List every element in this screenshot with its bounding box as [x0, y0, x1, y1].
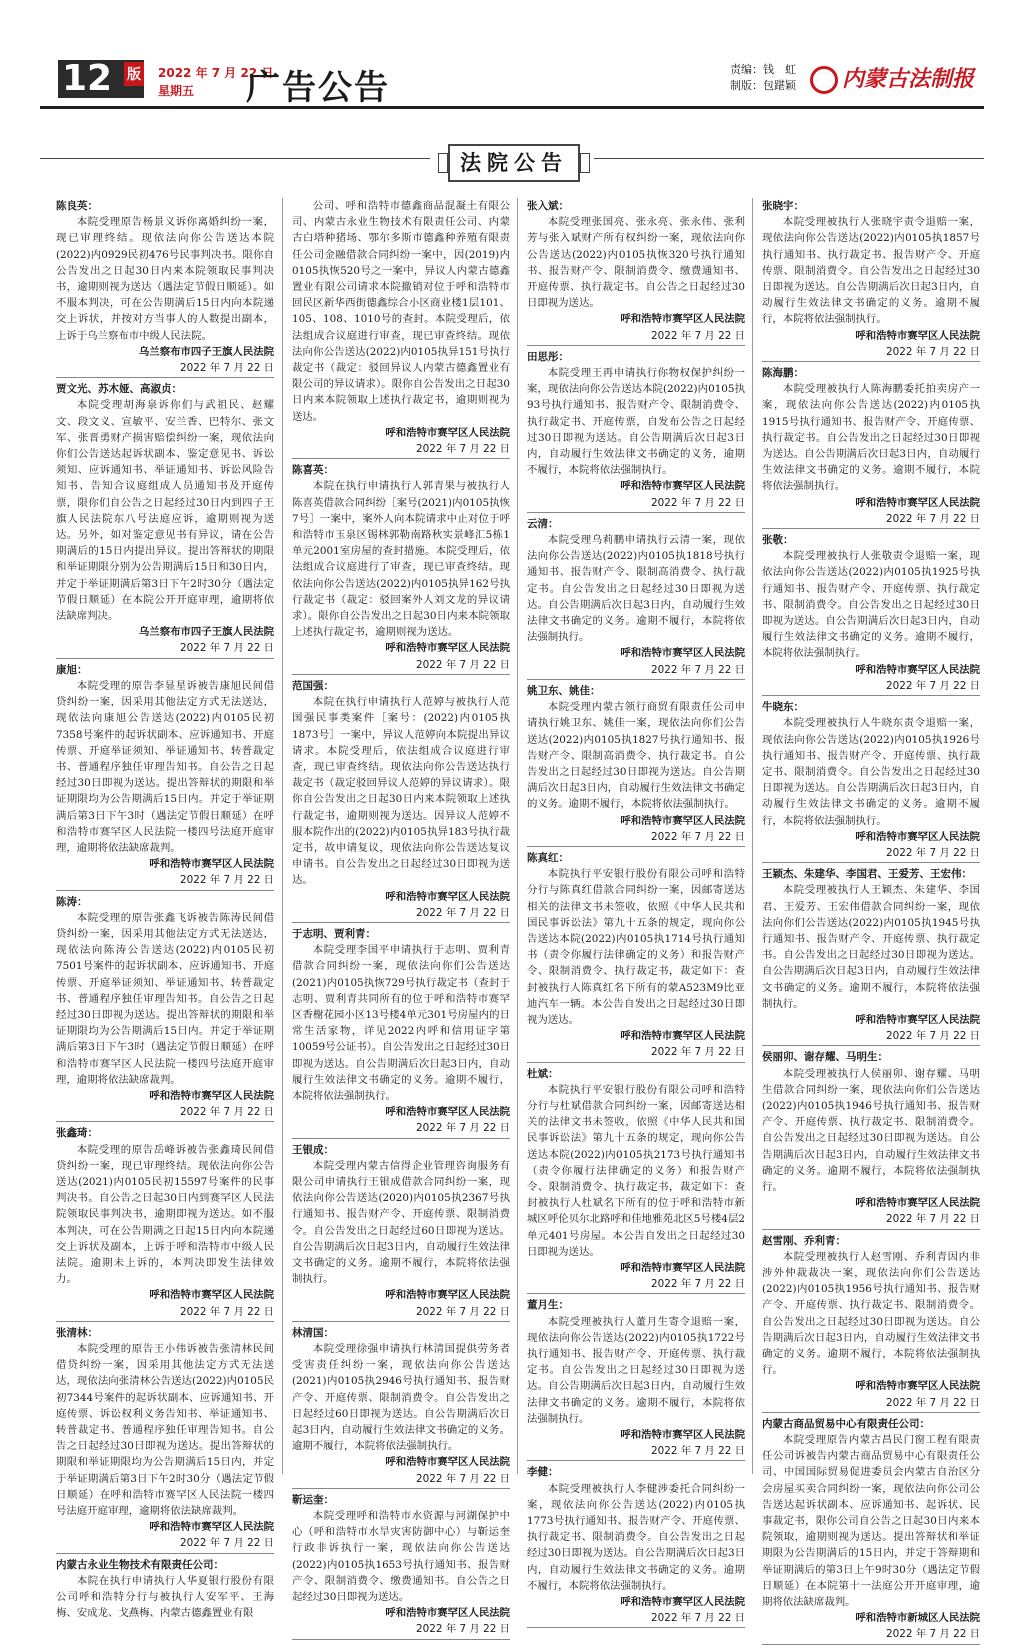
notice-court: 呼和浩特市赛罕区人民法院 — [620, 313, 745, 326]
notice-addressee: 王颖杰、朱建华、李国君、王爱芳、王宏伟： — [762, 868, 972, 881]
notice-date: 2022 年 7 月 22 日 — [56, 360, 274, 378]
notice-court: 呼和浩特市赛罕区人民法院 — [385, 1289, 510, 1302]
court-notice — [527, 1464, 745, 1628]
notice-body: 本院受理的原告张鑫飞诉被告陈涛民间借贷纠纷一案，因采用其他法定方式无法送达，现依法向陈涛公告送达(2022)内0105民初7501号案件的起诉状副本、应诉通知书、开庭传票、开庭举证须知、举证通知书、转普裁定书、普通程序独任审理告知书。自公告之日起经过30日即视为送达。提出答辩状的期限和举证期限均为公告期满后15日内。并定于举证期满后第3日下午3时（遇法定节假日顺延）在呼和浩特市赛罕区人民法院一楼四号法庭开庭审理，逾期将依法缺席裁判。 — [56, 911, 274, 1086]
notice-date: 2022 年 7 月 22 日 — [527, 328, 745, 346]
notice-body: 本院执行平安银行股份有限公司呼和浩特分行与陈真红借款合同纠纷一案，因邮寄送达相关的法律文书未签收，依照《中华人民共和国民事诉讼法》第九十五条的规定，现向你公告送达本院(2022)内0105执1714号执行通知书（责令你履行法律确定的义务）和报告财产令、限制消费令、执行裁定书，裁定如下：查封被执行人陈真红名下所有的蒙A523M9比亚迪汽车一辆。本公告自发出之日起经过30日即视为送达。 — [527, 868, 745, 1026]
masthead-rule — [40, 106, 984, 109]
court-notice — [292, 198, 510, 459]
notice-addressee: 靳运奎： — [292, 1493, 334, 1506]
notice-date: 2022 年 7 月 22 日 — [527, 1610, 745, 1628]
notice-addressee: 康旭： — [56, 663, 88, 676]
court-notice — [292, 1142, 510, 1322]
court-notice — [527, 349, 745, 513]
notice-date: 2022 年 7 月 22 日 — [56, 1304, 274, 1322]
page-number-badge — [58, 60, 144, 98]
notice-court: 呼和浩特市赛罕区人民法院 — [620, 1262, 745, 1274]
court-notice — [527, 1297, 745, 1461]
notice-body: 本院受理原告杨景义诉你离婚纠纷一案，现已审理终结。现依法向你公告送达本院(2022)内0929民初476号民事判决书。限你自公告发出之日起30日内来本院领取民事判决书，逾期则视为送达（遇法定节假日顺延）。如不服本判决，可在公告期满后15日内向本院递交上诉状，并按对方当事人的人数提出副本，上诉于乌兰察布市中级人民法院。 — [56, 216, 274, 342]
court-notice — [56, 1325, 274, 1554]
masthead — [40, 58, 984, 108]
court-notice — [762, 365, 980, 529]
notice-addressee: 董月生： — [527, 1299, 569, 1312]
notice-body: 本院受理被执行人张敬责令退赔一案，现依法向你公告送达(2022)内0105执1925号执行通知书、报告财产令、开庭传票、执行裁定书、限制消费令。自公告发出之日起经过30日即视为送达。自公告期满后次日起3日内，自动履行生效法律文书确定的义务。逾期不履行，本院将依法强制执行。 — [762, 550, 980, 660]
court-notice — [292, 1325, 510, 1489]
notice-column-1 — [56, 198, 274, 1624]
court-notice — [762, 198, 980, 362]
notice-addressee: 李健： — [527, 1466, 559, 1479]
notice-body: 本院在执行申请执行人华夏银行股份有限公司呼和浩特分行与被执行人安军平、王海梅、安成龙、戈燕梅、内蒙古德鑫置业有限 — [56, 1574, 274, 1620]
notice-addressee: 陈喜英： — [292, 464, 334, 477]
notice-addressee: 牛晓东： — [762, 701, 804, 714]
notice-court: 呼和浩特市赛罕区人民法院 — [855, 830, 980, 843]
notice-court: 呼和浩特市赛罕区人民法院 — [620, 1596, 745, 1609]
court-notice — [292, 1492, 510, 1640]
notice-court: 呼和浩特市赛罕区人民法院 — [149, 858, 274, 871]
issue-date: 2022 年 7 月 22 日 — [158, 66, 274, 80]
banner-line-left — [40, 158, 430, 159]
notice-column-4 — [762, 198, 980, 1648]
page-number: 12 — [62, 58, 113, 99]
notice-court: 呼和浩特市赛罕区人民法院 — [855, 329, 980, 342]
court-notice — [292, 462, 510, 675]
notice-court: 呼和浩特市赛罕区人民法院 — [385, 890, 510, 903]
court-notice — [527, 850, 745, 1063]
notice-addressee: 田思彤： — [527, 350, 569, 363]
notice-court: 呼和浩特市赛罕区人民法院 — [385, 1106, 510, 1119]
notice-court: 呼和浩特市赛罕区人民法院 — [149, 1089, 274, 1102]
court-notice — [762, 532, 980, 696]
emblem-icon — [810, 66, 838, 94]
notice-body: 本院受理原告内蒙古昌民门窗工程有限责任公司诉被告内蒙古商品贸易中心有限责任公司、中国国际贸易促进委员会内蒙古自治区分会房屋买卖合同纠纷一案，现依法向你公司公告送达起诉状副本、应诉通知书、起诉状、民事裁定书，限你公司自公告之日起30日内来本院领取，逾期则视为送达。提出答辩状和举证期限为公告期满后的15日内，并定于答辩期和举证期满后的第3日上午9时30分（遇法定节假日顺延）在本院第十一法庭公开开庭审理，逾期将依法缺席裁判。 — [762, 1434, 980, 1609]
notice-date: 2022 年 7 月 22 日 — [762, 1626, 980, 1644]
court-notice — [762, 866, 980, 1046]
notice-body: 本院受理内蒙古信得企业管理咨询服务有限公司申请执行王银成借款合同纠纷一案，现依法向你公告送达(2020)内0105执2367号执行通知书、报告财产令、开庭传票、限制消费令。自公告发出之日起经过60日即视为送达。自公告期满后次日起3日内，自动履行生效法律文书确定的义务。逾期不履行，本院将依法强制执行。 — [292, 1159, 510, 1286]
court-notice — [56, 381, 274, 658]
notice-body: 本院受理呼和浩特市水资源与河湖保护中心（呼和浩特市水旱灾害防御中心）与靳运奎行政非诉执行一案，现依法向你公告送达(2022)内0105执1653号执行通知书、报告财产令、限制消费令、缴费通知书。自公告之日起经过30日即视为送达。 — [292, 1510, 510, 1604]
notice-court: 呼和浩特市赛罕区人民法院 — [385, 1456, 510, 1469]
notice-body: 本院受理张国亮、张永亮、张永伟、张利芳与张入斌财产所有权纠纷一案，现依法向你公告送达(2022)内0105执恢320号执行通知书、报告财产令、限制消费令、缴费通知书、开庭传票、执行裁定书。自公告之日起经过30日即视为送达。 — [527, 216, 745, 310]
notice-addressee: 林清国： — [292, 1326, 334, 1339]
court-notice — [56, 1125, 274, 1321]
notice-date: 2022 年 7 月 22 日 — [527, 662, 745, 680]
notice-court: 呼和浩特市赛罕区人民法院 — [385, 426, 510, 439]
notice-court: 呼和浩特市赛罕区人民法院 — [385, 1607, 510, 1620]
notice-court: 呼和浩特市赛罕区人民法院 — [855, 1197, 980, 1210]
notice-body: 本院受理被执行人陈海鹏委托拍卖房产一案，现依法向你公告送达(2022)内0105执1915号执行通知书、报告财产令、开庭传票、执行裁定书。自公告发出之日起经过30日即视为送达。自公告期满后次日起3日内，自动履行生效法律文书确定的义务。逾期不履行，本院将依法强制执行。 — [762, 383, 980, 493]
page-suffix: 版 — [124, 62, 144, 86]
layout-name: 制版：包踸颖 — [730, 79, 796, 92]
notice-court: 呼和浩特市赛罕区人民法院 — [620, 1030, 745, 1043]
court-notice — [527, 198, 745, 346]
issue-weekday: 星期五 — [158, 84, 195, 98]
court-notice — [56, 1557, 274, 1622]
notice-court: 呼和浩特市赛罕区人民法院 — [620, 814, 745, 827]
column-divider — [752, 198, 753, 1474]
notice-body: 本院受理被执行人张晓宇责令退赔一案，现依法向你公告送达(2022)内0105执1857号执行通知书、执行裁定书、报告财产令、开庭传票、限制消费令。自公告发出之日起经过30日即视为送达。自公告期满后次日起3日内，自动履行生效法律文书确定的义务。逾期不履行，本院将依法强制执行。 — [762, 216, 980, 326]
notice-court: 呼和浩特市新城区人民法院 — [855, 1612, 980, 1625]
court-notice — [56, 894, 274, 1123]
notice-body: 本院执行平安银行股份有限公司呼和浩特分行与杜斌借款合同纠纷一案，因邮寄送达相关的法律文书未签收，依照《中华人民共和国民事诉讼法》第九十五条的规定，现向你公告送达本院(2022)内0105执2173号执行通知书（责令你履行法律确定的义务）和报告财产令、限制消费令、执行裁定书，裁定如下：查封被执行人杜斌名下所有的位于呼和浩特市新城区呼伦贝尔北路呼和佳地雅苑北区5号楼4层2单元401号房屋。本公告自发出之日起经过30日即视为送达。 — [527, 1083, 745, 1258]
court-notice — [56, 662, 274, 891]
notice-date: 2022 年 7 月 22 日 — [527, 829, 745, 847]
notice-court: 乌兰察布市四子王旗人民法院 — [138, 345, 274, 358]
notice-date: 2022 年 7 月 22 日 — [527, 495, 745, 513]
notice-addressee: 陈良英： — [56, 200, 98, 212]
notice-addressee: 范国强： — [292, 679, 334, 692]
notice-body: 本院受理的原告李显星诉被告康旭民间借贷纠纷一案，因采用其他法定方式无法送达，现依法向康旭公告送达(2022)内0105民初7358号案件的起诉状副本、应诉通知书、开庭传票、开庭举证须知、举证通知书、转普裁定书、普通程序独任审理告知书。自公告之日起经过30日即视为送达。提出答辩状的期限和举证期限均为公告期满后15日内。并定于举证期满后第3日下午3时（遇法定节假日顺延）在呼和浩特市赛罕区人民法院一楼四号法庭开庭审理，逾期将依法缺席裁判。 — [56, 679, 274, 854]
court-notice — [762, 699, 980, 863]
court-notice — [762, 1416, 980, 1645]
notice-addressee: 杜斌： — [527, 1067, 559, 1080]
column-divider — [282, 198, 283, 1474]
notice-addressee: 张入斌： — [527, 200, 569, 212]
notice-addressee: 张鑫琦： — [56, 1127, 98, 1140]
notice-addressee: 内蒙古商品贸易中心有限责任公司： — [762, 1417, 930, 1430]
notice-court: 呼和浩特市赛罕区人民法院 — [855, 496, 980, 509]
notice-date: 2022 年 7 月 22 日 — [292, 1304, 510, 1322]
notice-body: 本院受理被执行人侯丽卯、谢存耀、马明生借款合同纠纷一案，现依法向你们公告送达(2022)内0105执1946号执行通知书、报告财产令、开庭传票、执行裁定书、限制消费令。自公告发出之日起经过30日即视为送达。自公告期满后次日起3日内，自动履行生效法律文书确定的义务。逾期不履行，本院将依法强制执行。 — [762, 1067, 980, 1193]
court-notice — [292, 926, 510, 1139]
banner-title: 法院公告 — [448, 144, 580, 182]
notice-body: 本院在执行申请执行人郭青果与被执行人陈喜英借款合同纠纷［案号(2021)内0105执恢7号］一案中，案外人向本院请求中止对位于呼和浩特市玉泉区锡林郭勒南路秋实景峰汇5栋1单元2001室房屋的查封措施。本院受理后，依法组成合议庭进行了审查，现已审查终结。现依法向你公告送达(2022)内0105执异162号执行裁定书（裁定：驳回案外人刘文龙的异议请求）。限你自公告发出之日起30日内来本院领取上述执行裁定书，逾期则视为送达。 — [292, 480, 510, 639]
notice-body: 本院受理被执行人董月生寄令退赔一案，现依法向你公告送达(2022)内0105执1722号执行通知书、报告财产令、开庭传票、执行裁定书。自公告发出之日起经过30日即视为送达。自公告期满后次日起3日内，自动履行生效法律文书确定的义务。逾期不履行，本院将依法强制执行。 — [527, 1315, 745, 1425]
notice-date: 2022 年 7 月 22 日 — [762, 845, 980, 863]
notice-date: 2022 年 7 月 22 日 — [292, 1471, 510, 1489]
notice-court: 呼和浩特市赛罕区人民法院 — [620, 1429, 745, 1442]
notice-court: 呼和浩特市赛罕区人民法院 — [620, 647, 745, 660]
section-title: 广告公告 — [246, 68, 390, 108]
notice-addressee: 张晓宇： — [762, 200, 804, 212]
court-notice — [56, 198, 274, 378]
notice-court: 呼和浩特市赛罕区人民法院 — [855, 1013, 980, 1026]
notice-body: 本院受理被执行人赵雪刚、乔利青因内非涉外仲裁裁决一案，现依法向你们公告送达(2022)内0105执1956号执行通知书、报告财产令、开庭传票、执行裁定书、限制消费令。自公告发出之日起经过30日即视为送达。自公告期满后次日起3日内，自动履行生效法律文书确定的义务。逾期不履行，本院将依法强制执行。 — [762, 1250, 980, 1377]
notice-body: 本院受理内蒙古领行商贸有限责任公司申请执行姚卫东、姚佳一案，现依法向你们公告送达(2022)内0105执1827号执行通知书、报告财产令、限制高消费令、执行裁定书。自公告发出之日起经过30日即视为送达。自公告期满后次日起3日内，自动履行生效法律文书确定的义务。逾期不履行，本院将依法强制执行。 — [527, 701, 745, 811]
notice-addressee: 王银成： — [292, 1143, 334, 1156]
editor-name: 责编：钱 虹 — [730, 63, 796, 76]
notice-court: 呼和浩特市赛罕区人民法院 — [620, 480, 745, 493]
notice-body: 本院受理徐强申请执行林清国提供劳务者受害责任纠纷一案，现依法向你公告送达(2021)内0105执2946号执行通知书、报告财产令、开庭传票、限制消费令。自公告发出之日起经过60日即视为送达。自公告期满后次日起3日内，自动履行生效法律文书确定的义务。逾期不履行，本院将依法强制执行。 — [292, 1343, 510, 1453]
notice-date: 2022 年 7 月 22 日 — [292, 905, 510, 923]
notice-date: 2022 年 7 月 22 日 — [762, 1211, 980, 1229]
court-notice — [292, 678, 510, 923]
notice-date: 2022 年 7 月 22 日 — [762, 511, 980, 529]
notice-addressee: 陈涛： — [56, 895, 88, 908]
notice-addressee: 张清林： — [56, 1326, 98, 1339]
notice-body: 本院受理胡海泉诉你们与武祖民、赵耀文、段文义、宣敏平、安兰香、巴特尔、张文军、张晋勇财产损害赔偿纠纷一案，现依法向你们公告送达起诉状副本、鉴定意见书、诉讼须知、应诉通知书、举证通知书、诉讼风险告知书、告知合议庭组成人员通知书及开庭传票，限你们自公告之日起经过30日内到四子王旗人民法院东八号法庭应诉，逾期则视为送达。另外，如对鉴定意见书有异议，请在公告期满后的15日内提出异议。提出答辩状的期限和举证期限分别为公告期满后15日和30日内，并定于举证期满后第3日下午2时30分（遇法定节假日顺延）在本院公开开庭审理，逾期将依法缺席判决。 — [56, 399, 274, 623]
notice-date: 2022 年 7 月 22 日 — [292, 1621, 510, 1639]
notice-addressee: 赵雪刚、乔利青： — [762, 1234, 846, 1247]
notice-body: 本院受理被执行人牛晓东责令退赔一案，现依法向你公告送达(2022)内0105执1926号执行通知书、报告财产令、开庭传票、执行裁定书、限制消费令。自公告发出之日起经过30日即视为送达。自公告期满后次日起3日内，自动履行生效法律文书确定的义务。逾期不履行，本院将依法强制执行。 — [762, 717, 980, 827]
notice-court: 呼和浩特市赛罕区人民法院 — [385, 642, 510, 655]
newspaper-logo — [810, 62, 980, 92]
notice-column-3 — [527, 198, 745, 1631]
court-notice — [762, 1049, 980, 1229]
notice-date: 2022 年 7 月 22 日 — [762, 678, 980, 696]
notice-body: 本院受理李国平申请执行于志明、贾利青借款合同纠纷一案，现依法向你们公告送达(2021)内0105执恢729号执行裁定书（查封于志明、贾利青共同所有的位于呼和浩特市赛罕区香榭花园小区13号楼4单元301号房屋内的日常生活家物，详见2022内呼和信用证字第10059号公证书）。自公告发出之日起经过30日即视为送达。自公告期满后次日起3日内，自动履行生效法律文书确定的义务。逾期不履行，本院将依法强制执行。 — [292, 944, 510, 1102]
notice-column-2 — [292, 198, 510, 1643]
notice-date: 2022 年 7 月 22 日 — [292, 1120, 510, 1138]
notice-court: 呼和浩特市赛罕区人民法院 — [149, 1521, 274, 1534]
notice-addressee: 姚卫东、姚佳： — [527, 684, 601, 697]
banner-line-right — [594, 158, 984, 159]
notice-body: 本院受理乌莉鹏申请执行云清一案，现依法向你公告送达(2022)内0105执1818号执行通知书、报告财产令、限制高消费令、执行裁定书。自公告发出之日起经过30日即视为送达。自公告期满后次日起3日内，自动履行生效法律文书确定的义务。逾期不履行，本院将依法强制执行。 — [527, 534, 745, 644]
notice-addressee: 贾文光、苏木娅、高淑贞： — [56, 383, 182, 396]
notice-date: 2022 年 7 月 22 日 — [527, 1276, 745, 1294]
notice-body: 本院受理被执行人王颖杰、朱建华、李国君、王爱芳、王宏伟借款合同纠纷一案，现依法向你们公告送达(2022)内0105执1945号执行通知书、报告财产令、开庭传票、执行裁定书。自公告发出之日起经过30日即视为送达。自公告期满后次日起3日内，自动履行生效法律文书确定的义务。逾期不履行，本院将依法强制执行。 — [762, 884, 980, 1010]
notice-addressee: 张敬： — [762, 534, 794, 547]
notice-body: 本院受理的原告王小伟诉被告张清林民间借贷纠纷一案，因采用其他法定方式无法送达，现依法向张清林公告送达(2022)内0105民初7344号案件的起诉状副本、应诉通知书、开庭传票、诉讼权利义务告知书、举证通知书、转普裁定书、普通程序独任审理告知书。自公告之日起经过30日即视为送达。提出答辩状的期限和举证期限均为公告期满后15日内，并定于举证期满后第3日下午2时30分（遇法定节假日顺延）在呼和浩特市赛罕区人民法院一楼四号法庭开庭审理，逾期将依法缺席裁判。 — [56, 1343, 274, 1518]
notice-date: 2022 年 7 月 22 日 — [762, 344, 980, 362]
notice-date: 2022 年 7 月 22 日 — [56, 1535, 274, 1553]
notice-date: 2022 年 7 月 22 日 — [292, 441, 510, 459]
notice-addressee: 云清： — [527, 517, 559, 530]
notice-date: 2022 年 7 月 22 日 — [56, 872, 274, 890]
notice-date: 2022 年 7 月 22 日 — [527, 1044, 745, 1062]
notice-addressee: 陈真红： — [527, 851, 569, 864]
notice-date: 2022 年 7 月 22 日 — [762, 1395, 980, 1413]
court-notice — [762, 1233, 980, 1413]
notice-body: 本院受理王再申请执行你物权保护纠纷一案，现依法向你公告送达本院(2022)内0105执93号执行通知书、报告财产令、限制消费令、执行裁定书、开庭传票，自发布公告之日起经过30日即视为送达。自公告期满后次日起3日内，自动履行生效法律文书确定的义务，逾期不履行，本院将依法强制执行。 — [527, 367, 745, 477]
notice-body: 本院在执行申请执行人范婷与被执行人范国强民事类案件［案号：(2022)内0105执1873号］一案中，异议人范婷向本院提出异议请求。本院受理后，依法组成合议庭进行审查，现已审查终结。现依法向你公告送达执行裁定书（裁定驳回异议人范婷的异议请求）。限你自公告发出之日起30日内来本院领取上述执行裁定书，逾期则视为送达。因异议人范婷不服本院作出的(2022)内0105执异183号执行裁定书，故申请复议，现依法向你公告送达复议申请书。自公告发出之日起经过30日即视为送达。 — [292, 696, 510, 887]
editor-credits — [730, 62, 796, 94]
notice-addressee: 陈海鹏： — [762, 367, 804, 380]
notice-date: 2022 年 7 月 22 日 — [527, 1443, 745, 1461]
notice-court: 呼和浩特市赛罕区人民法院 — [855, 663, 980, 676]
section-banner — [40, 140, 984, 180]
court-notice — [527, 1066, 745, 1295]
notice-court: 呼和浩特市赛罕区人民法院 — [855, 1380, 980, 1393]
notice-court: 呼和浩特市赛罕区人民法院 — [149, 1289, 274, 1302]
notice-body: 本院受理的原告岳峰诉被告张鑫琦民间借贷纠纷一案，现已审理终结。现依法向你公告送达(2021)内0105民初15597号案件的民事判决书。自公告之日起30日内到赛罕区人民法院领取民事判决书，逾期即视为送达。如不服本判决，可在公告期满之日起15日内向本院递交上诉状及副本，上诉于呼和浩特市中级人民法院。逾期未上诉的，本判决即发生法律效力。 — [56, 1143, 274, 1286]
court-notice — [527, 516, 745, 680]
court-notice — [527, 683, 745, 847]
notice-date: 2022 年 7 月 22 日 — [292, 657, 510, 675]
notice-addressee: 侯丽卯、谢存耀、马明生： — [762, 1051, 888, 1064]
notice-body: 本院受理被执行人李健涉委托合同纠纷一案，现依法向你公告送达(2022)内0105执1773号执行通知书、报告财产令、开庭传票、执行裁定书、限制消费令。自公告发出之日起经过30日即视为送达。自公告期满后次日起3日内，自动履行生效法律文书确定的义务。逾期不履行，本院将依法强制执行。 — [527, 1482, 745, 1592]
notice-court: 乌兰察布市四子王旗人民法院 — [138, 626, 274, 639]
notice-date: 2022 年 7 月 22 日 — [762, 1028, 980, 1046]
notice-body: 公司、呼和浩特市德鑫商品混凝土有限公司、内蒙古永业生物技术有限责任公司、内蒙古白塔种猪场、鄂尔多斯市德鑫种养殖有限责任公司金融借款合同纠纷一案中，因(2019)内0105执恢520号之一案中，异议人内蒙古德鑫置业有限公司请求本院撤销对位于呼和浩特市回民区新华西街德鑫综合小区商业楼1层101、105、108、1010号的查封。本院受理后，依法组成合议庭进行审查，现已审查终结。现依法向你公告送达(2022)内0105执异151号执行裁定书（裁定：驳回异议人内蒙古德鑫置业有限公司的异议请求）。限你自公告发出之日起30日内来本院领取上述执行裁定书，逾期则视为送达。 — [292, 200, 510, 423]
notice-date: 2022 年 7 月 22 日 — [56, 640, 274, 658]
newspaper-name: 内蒙古法制报 — [842, 66, 975, 92]
notice-date: 2022 年 7 月 22 日 — [56, 1104, 274, 1122]
column-divider — [517, 198, 518, 1474]
notice-addressee: 于志明、贾利青： — [292, 927, 376, 940]
notice-addressee: 内蒙古永业生物技术有限责任公司： — [56, 1558, 224, 1571]
